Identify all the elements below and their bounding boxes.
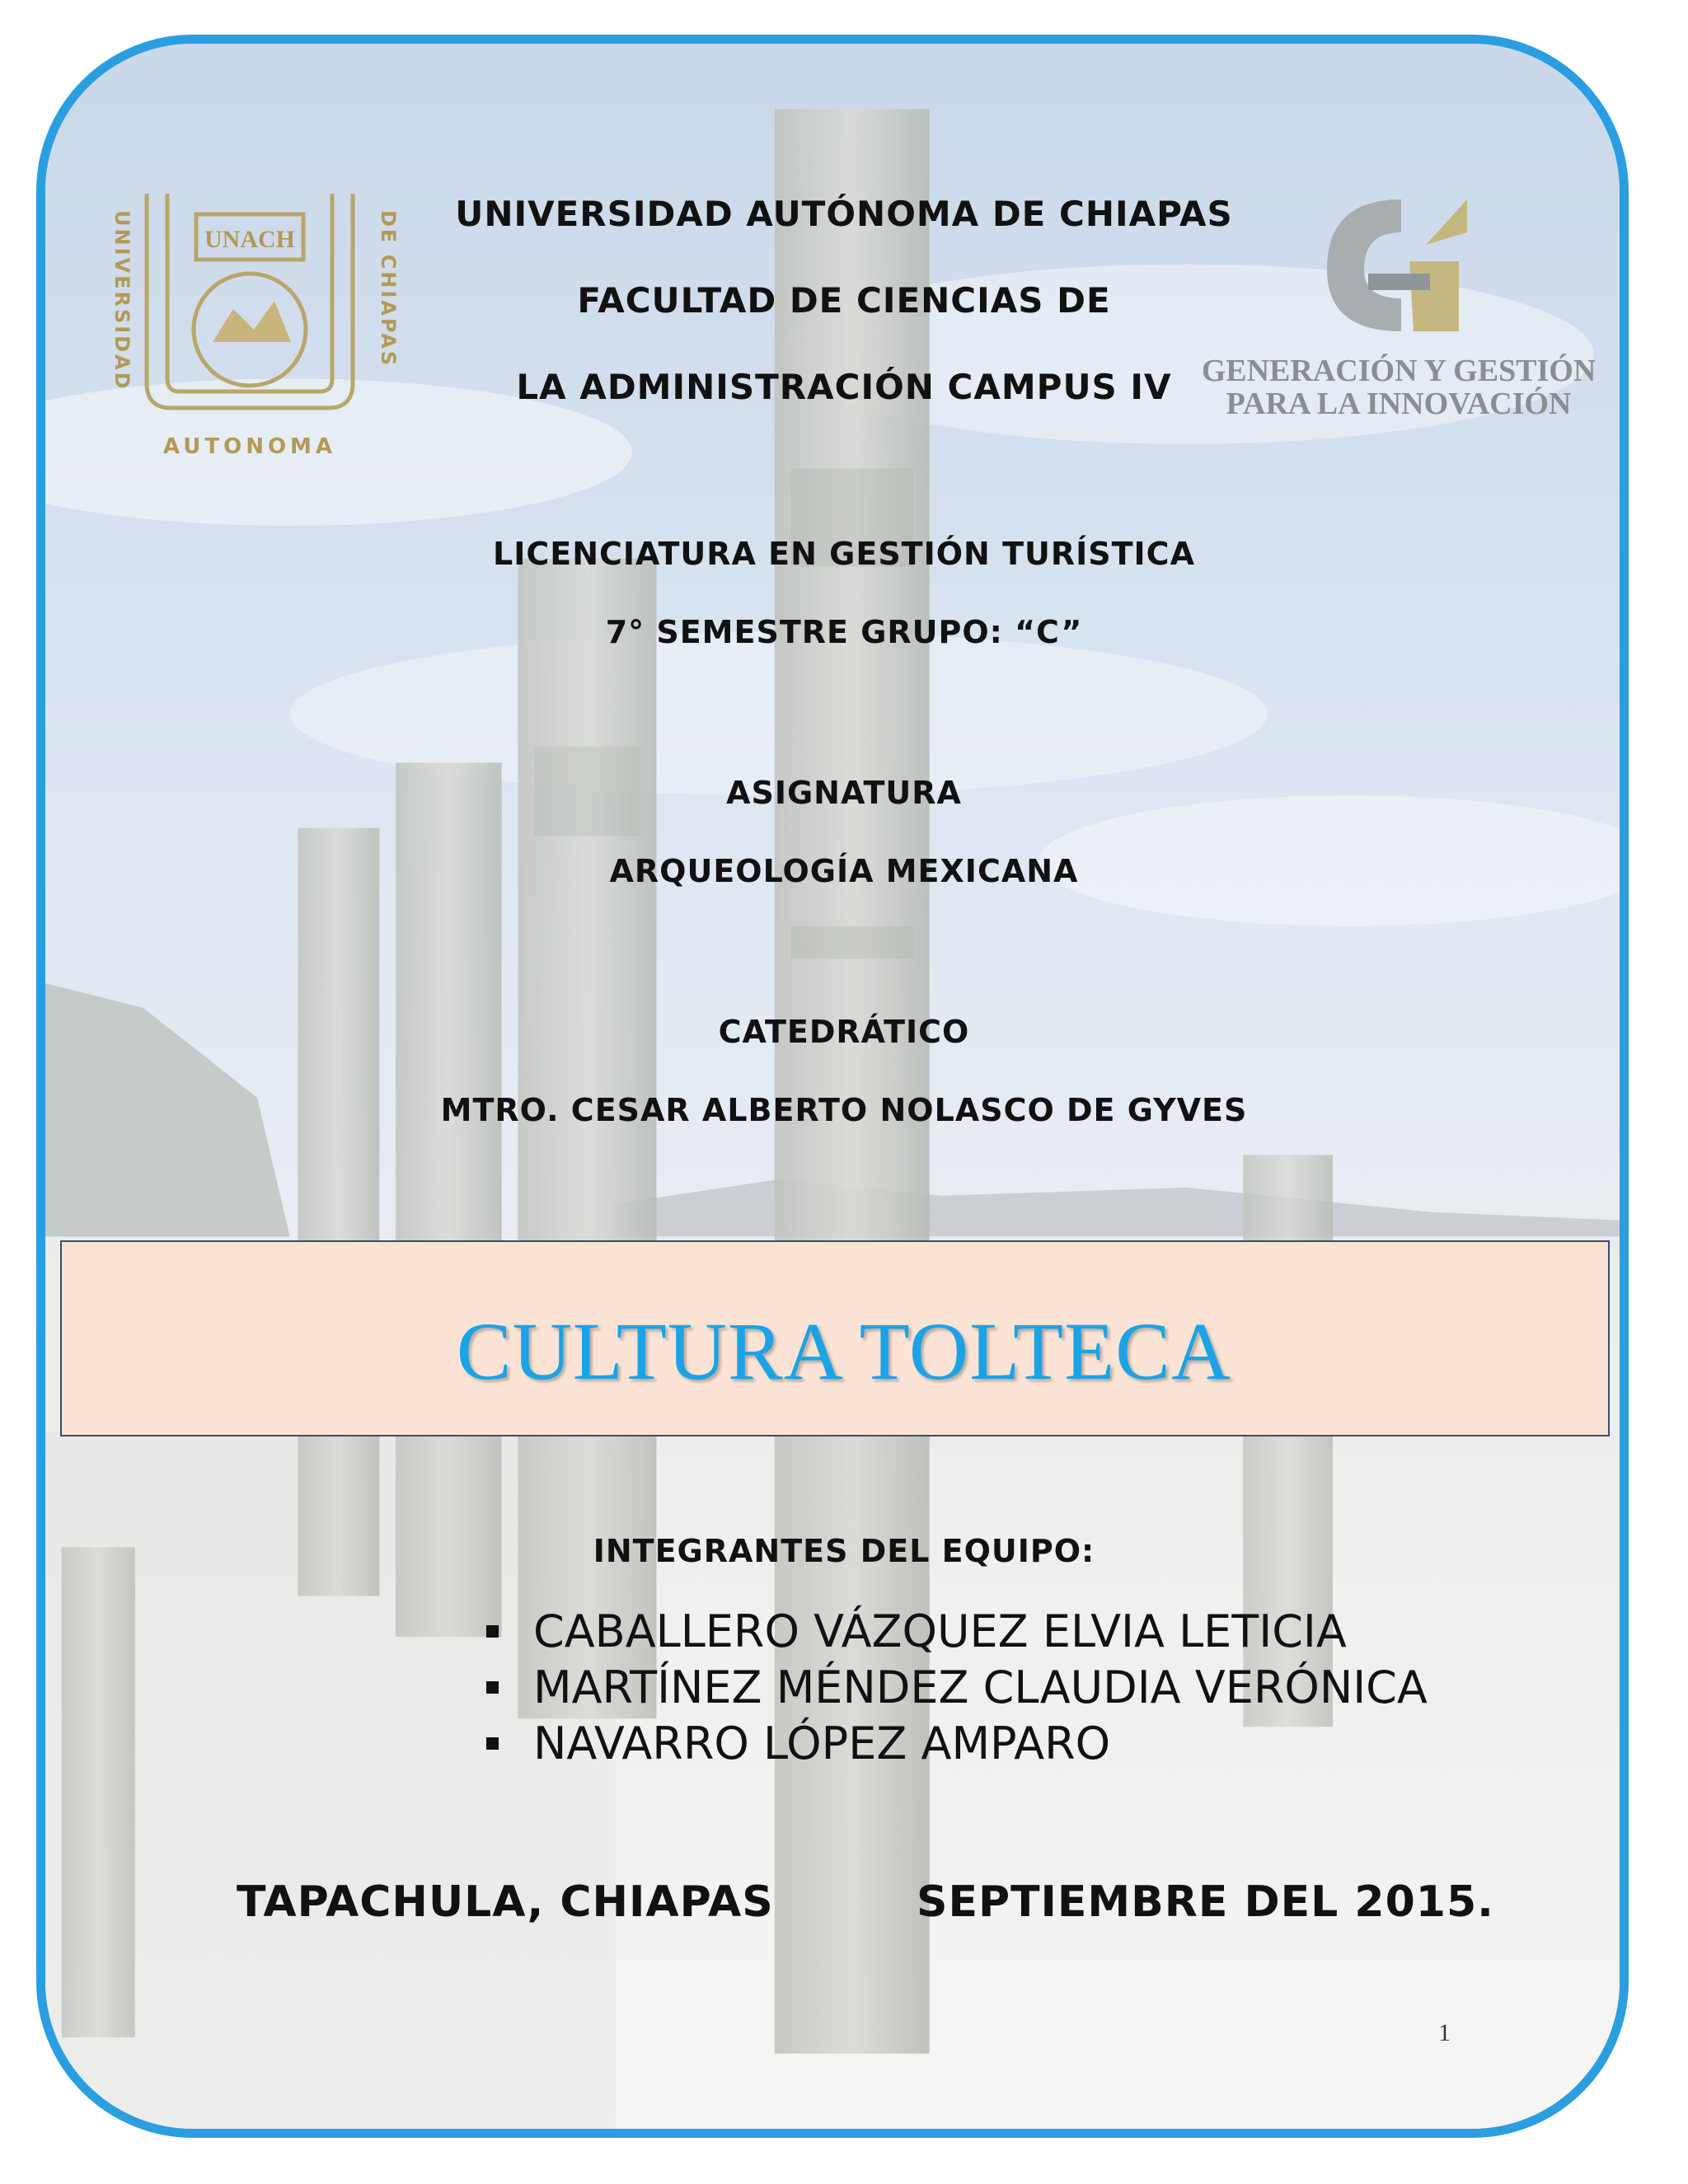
svg-text:PARA LA INNOVACIÓN: PARA LA INNOVACIÓN [1226,387,1572,421]
square-bullet-icon [486,1681,499,1694]
list-item [482,1659,1428,1715]
svg-text:UNIVERSIDAD: UNIVERSIDAD [110,210,134,391]
member-name: NAVARRO LÓPEZ AMPARO [533,1717,1111,1769]
semester-group: 7° SEMESTRE GRUPO: “C” [605,614,1083,650]
list-item [482,1715,1428,1771]
svg-text:GENERACIÓN Y GESTIÓN: GENERACIÓN Y GESTIÓN [1203,354,1595,388]
degree-name: LICENCIATURA EN GESTIÓN TURÍSTICA [493,536,1195,572]
teacher-name: MTRO. CESAR ALBERTO NOLASCO DE GYVES [440,1092,1248,1128]
team-members-list [482,1603,1428,1771]
square-bullet-icon [486,1625,499,1638]
document-title: CULTURA TOLTECA [456,1305,1232,1397]
square-bullet-icon [486,1737,499,1750]
team-label: INTEGRANTES DEL EQUIPO: [593,1533,1095,1569]
member-name: MARTÍNEZ MÉNDEZ CLAUDIA VERÓNICA [533,1661,1428,1713]
teacher-label: CATEDRÁTICO [718,1014,970,1050]
faculty-name-line2: LA ADMINISTRACIÓN CAMPUS IV [516,367,1172,407]
date: SEPTIEMBRE DEL 2015. [917,1877,1494,1927]
university-name: UNIVERSIDAD AUTÓNOMA DE CHIAPAS [455,194,1233,234]
svg-text:DE CHIAPAS: DE CHIAPAS [377,210,400,368]
faculty-name-line1: FACULTAD DE CIENCIAS DE [577,280,1111,321]
member-name: CABALLERO VÁZQUEZ ELVIA LETICIA [533,1605,1347,1657]
page-number: 1 [1438,2019,1451,2046]
list-item [482,1603,1428,1659]
place: TAPACHULA, CHIAPAS [237,1877,774,1927]
svg-text:AUTONOMA: AUTONOMA [162,434,337,457]
subject-name: ARQUEOLOGÍA MEXICANA [609,853,1079,889]
unach-logo-text: UNACH [204,226,295,253]
subject-label: ASIGNATURA [726,775,962,811]
